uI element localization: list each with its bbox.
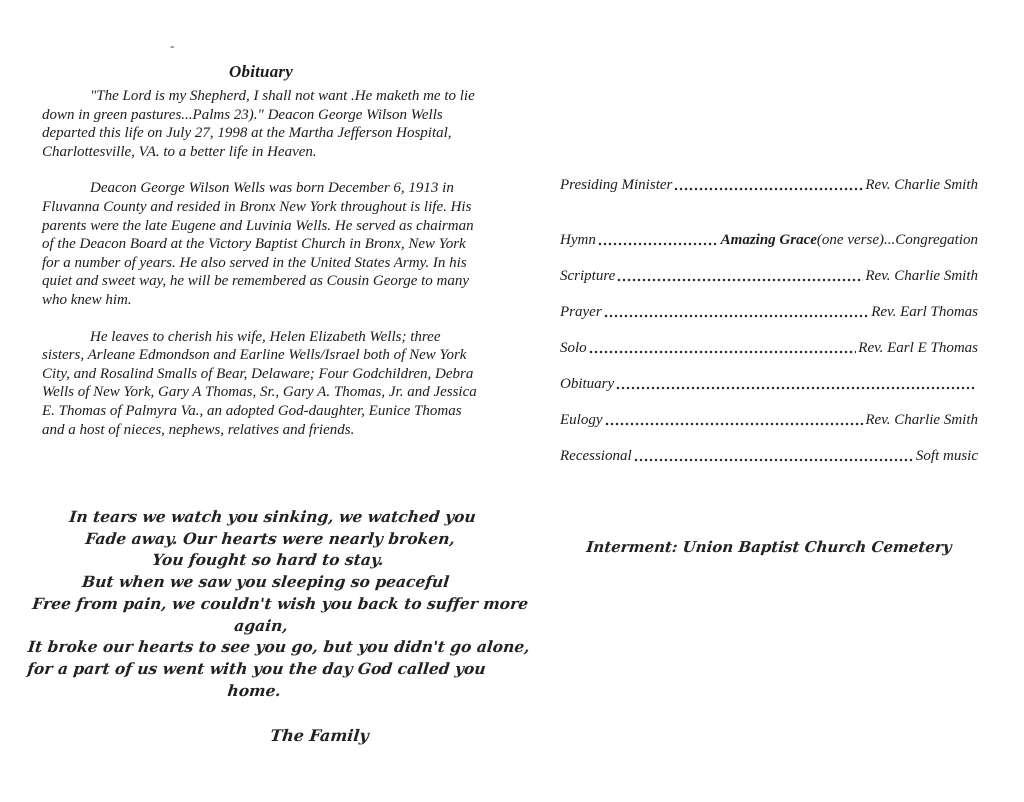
service-label: Recessional [560,448,632,464]
obituary-paragraph-2: Deacon George Wilson Wells was born December 6, 1913 in Fluvanna County and resided in Bronx New York throughout is life. His parents were the late Eugene and Luvinia Wells. He served as chairman of the Deacon Board at the Victory Baptist Church in Bronx, New York for a number of years. He also served in the United States Army. In his quiet and sweet way, he will be remembered as Cousin George to many who knew him. [42,180,474,308]
service-label: Eulogy [560,412,603,428]
service-item-recessional [560,447,978,466]
service-label: Solo [560,340,587,356]
obituary-paragraph-3: He leaves to cherish his wife, Helen Elizabeth Wells; three sisters, Arleane Edmondson and Earline Wells/Israel both of New York City, and Rosalind Smalls of Bear, Delaware; Four Godchildren, Debra Wells of New York, Gary A Thomas, Sr., Gary A. Thomas, Jr. and Jessica E. Thomas of Palmyra Va., an adopted God-daughter, Eunice Thomas and a host of nieces, nephews, relatives and friends. [42,328,477,438]
poem-lines [22,506,531,701]
scan-artifact-dash: - [170,38,175,53]
order-of-service [560,176,978,466]
poem-line-8: for a part of us went with you the day God called you [26,658,487,678]
service-value: Soft music [915,448,978,464]
dot-leader [616,386,976,390]
service-value: Rev. Earl Thomas [871,304,978,320]
service-item-solo [560,339,978,358]
poem-line-5: Free from pain, we couldn't wish you back to suffer more [31,593,530,613]
poem-line-4: But when we saw you sleeping so peaceful [81,572,451,592]
service-value: Congregation [895,232,978,248]
service-item-obituary [560,375,978,394]
service-item-prayer [560,303,978,322]
service-value: Rev. Charlie Smith [865,412,978,428]
dot-leader [617,278,863,282]
dot-leader [598,242,719,246]
obituary-paragraphs [42,87,480,439]
dot-leader [605,422,864,426]
poem-line-7: It broke our hearts to see you go, but you didn't go alone, [26,637,531,657]
service-value: Rev. Charlie Smith [865,177,978,193]
dot-leader [589,350,857,354]
poem-line-1: In tears we watch you sinking, we watched you [68,507,477,526]
poem-line-2: Fade away. Our hearts were nearly broken, [84,528,457,548]
service-value: Rev. Charlie Smith [865,268,978,284]
hymn-title: Amazing Grace [720,232,817,248]
poem-line-9: home. [226,680,282,700]
service-value: Rev. Earl E Thomas [858,340,978,356]
service-item-presiding-minister [560,176,978,195]
interment-line: Interment: Union Baptist Church Cemetery [585,538,953,556]
poem-line-3: You fought so hard to stay. [151,550,385,570]
service-item-scripture [560,267,978,286]
dot-leader [674,187,863,191]
obituary-paragraph-1: "The Lord is my Shepherd, I shall not want .He maketh me to lie down in green pastures...Palms 23)." Deacon George Wilson Wells departed this life on July 27, 1998 at the Martha Jefferson Hospital, Charlottesville, VA. to a better life in Heaven. [42,88,475,160]
obituary-title: Obituary [229,62,293,81]
service-label: Presiding Minister [560,177,673,193]
dot-leader [634,458,914,462]
service-label: Hymn [560,232,596,248]
poem-signature: The Family [269,726,370,746]
service-label: Obituary [560,376,615,392]
service-item-hymn [560,231,978,250]
obituary-section [42,62,480,457]
service-item-eulogy [560,411,978,430]
memorial-poem [17,506,531,747]
service-label: Scripture [560,268,616,284]
dot-leader [604,314,870,318]
hymn-note: (one verse)... [816,232,896,248]
poem-line-6: again, [233,615,289,635]
service-label: Prayer [560,304,602,320]
